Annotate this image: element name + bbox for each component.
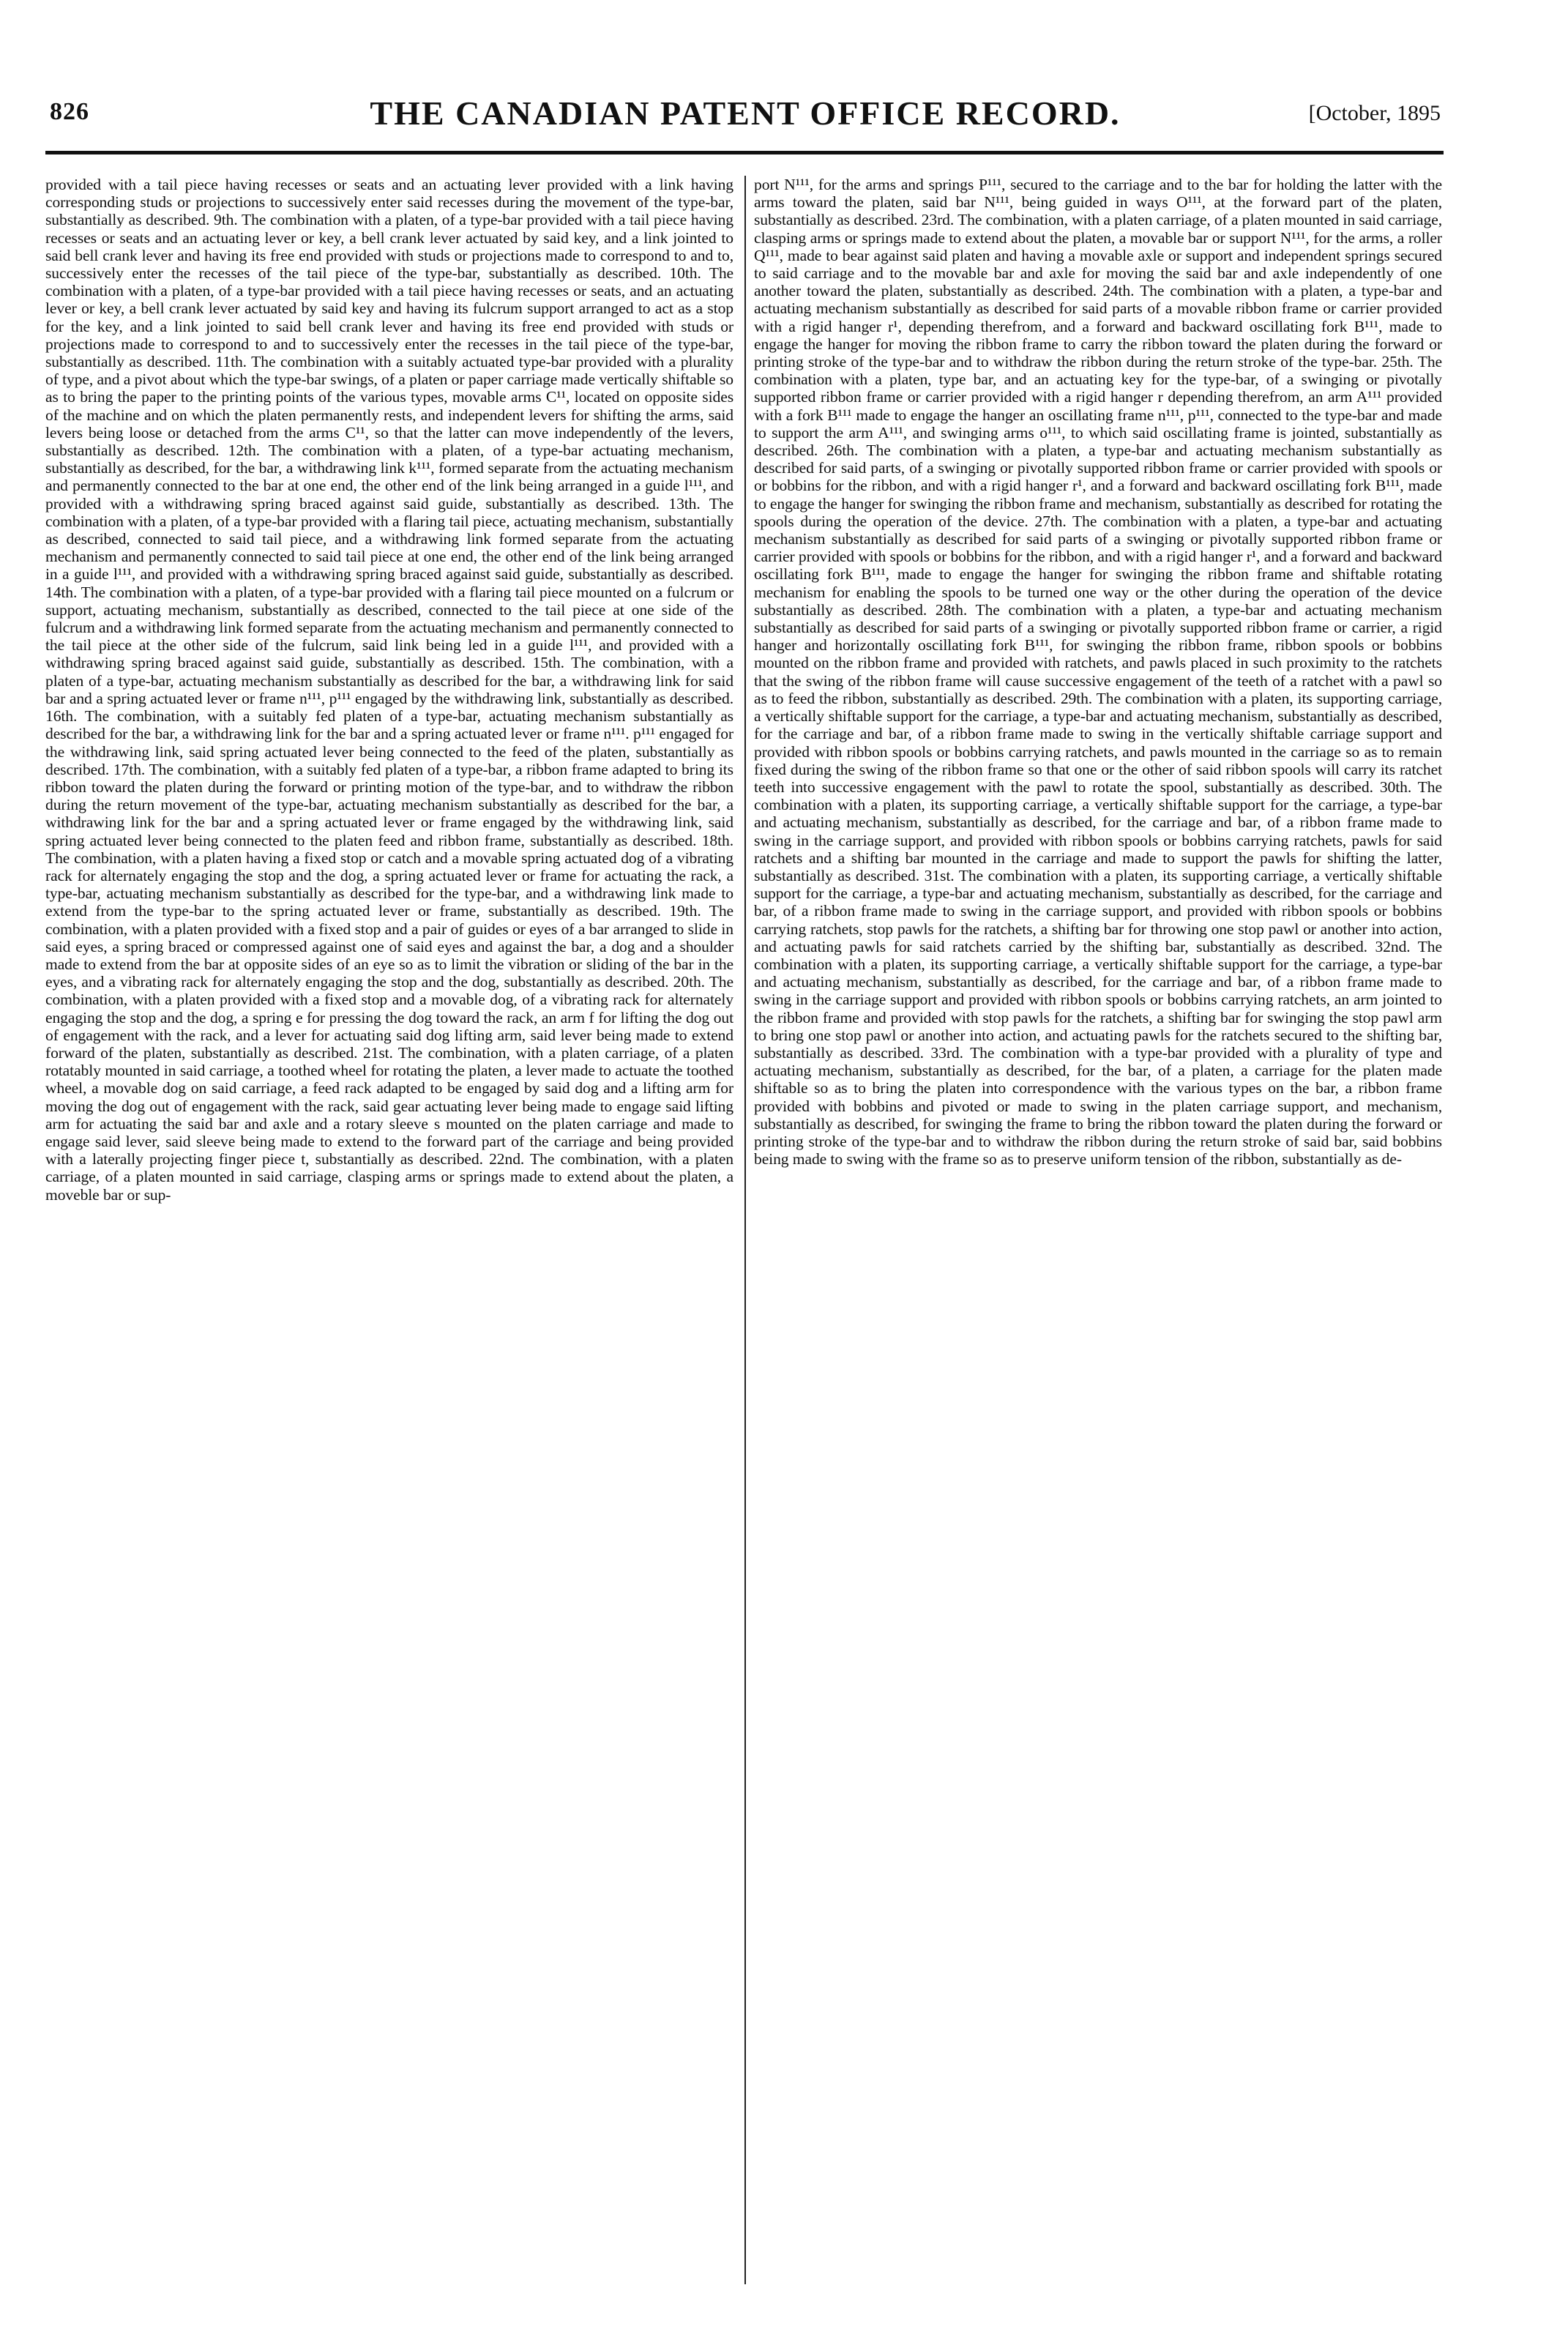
column-divider	[744, 176, 746, 2284]
column-text: provided with a tail piece having recesses or seats and an actuating lever provided with a link having corresponding studs or projections to successively enter said recesses during the movement of the type-bar, substantially as described. 9th. The combination with a platen, of a type-bar provided with a tail piece having recesses or seats and an actuating lever or key, a bell crank lever actuated by said key, and a link jointed to said bell crank lever and having its free end provided with studs or projections made to correspond to and to, successively enter the recesses of the tail piece of the type-bar, substantially as described. 10th. The combination with a platen, of a type-bar provided with a tail piece having recesses or seats, and an actuating lever or key, a bell crank lever actuated by said key and having its fulcrum support arranged to act as a stop for the key, and a link jointed to said bell crank lever and having its free end provided with studs or projections made to correspond to and to successively enter the recesses in the tail piece of the type-bar, substantially as described. 11th. The combination with a suitably actuated type-bar provided with a plurality of type, and a pivot about which the type-bar swings, of a platen or paper carriage made vertically shiftable so as to bring the paper to the printing points of the various types, movable arms C¹¹, located on opposite sides of the machine and on which the platen permanently rests, and independent levers for shifting the arms, said levers being loose or detached from the arms C¹¹, so that the latter can move independently of the levers, substantially as described. 12th. The combination with a platen, of a type-bar actuating mechanism, substantially as described, for the bar, a withdrawing link k¹¹¹, formed separate from the actuating mechanism and permanently connected to the bar at one end, the other end of the link being arranged in a guide l¹¹¹, and provided with a withdrawing spring braced against said guide, substantially as described. 13th. The combination with a platen, of a type-bar provided with a flaring tail piece, actuating mechanism, substantially as described, connected to said tail piece, and a withdrawing link formed separate from the actuating mechanism and permanently connected to said tail piece at one end, the other end of the link being arranged in a guide l¹¹¹, and provided with a withdrawing spring braced against said guide, substantially as described. 14th. The combination with a platen, of a type-bar provided with a flaring tail piece mounted on a fulcrum or support, actuating mechanism, substantially as described, connected to the tail piece at one side of the fulcrum and a withdrawing link formed separate from the actuating mechanism and permanently connected to the tail piece at the other side of the fulcrum, said link being led in a guide l¹¹¹, and provided with a withdrawing spring braced against said guide, substantially as described. 15th. The combination, with a platen of a type-bar, actuating mechanism substantially as described for the bar, a withdrawing link for said bar and a spring actuated lever or frame n¹¹¹, p¹¹¹ engaged by the withdrawing link, substantially as described. 16th. The combination, with a suitably fed platen of a type-bar, actuating mechanism substantially as described for the bar, a withdrawing link for the bar and a spring actuated lever or frame n¹¹¹. p¹¹¹ engaged for the withdrawing link, said spring actuated lever being connected to the feed of the platen, substantially as described. 17th. The combination, with a suitably fed platen of a type-bar, a ribbon frame adapted to bring its ribbon toward the platen during the forward or printing motion of the type-bar, and to withdraw the ribbon during the return movement of the type-bar, actuating mechanism substantially as described for the bar, a withdrawing link for the bar and a spring actuated lever or frame engaged by the withdrawing link, said spring actuated lever being connected to the platen feed and ribbon frame, substantially as described. 18th. The combination, with a platen having a fixed stop or catch and a movable spring actuated dog of a vibrating rack for alternately engaging the stop and the dog, a spring actuated lever or frame for actuating the rack, a type-bar, actuating mechanism substantially as described for the type-bar, and a withdrawing link made to extend from the type-bar to the spring actuated lever or frame, substantially as described. 19th. The combination, with a platen provided with a fixed stop and a pair of guides or eyes of a bar arranged to slide in said eyes, a spring braced or compressed against one of said eyes and against the bar, a dog and a shoulder made to extend from the bar at opposite sides of an eye so as to limit the vibration or sliding of the bar in the eyes, and a vibrating rack for alternately engaging the stop and the dog, substantially as described. 20th. The combination, with a platen provided with a fixed stop and a movable dog, of a vibrating rack for alternately engaging the stop and the dog, a spring e for pressing the dog toward the rack, an arm f for lifting the dog out of engagement with the rack, and a lever for actuating said dog lifting arm, said lever being made to extend forward of the platen, substantially as described. 21st. The combination, with a platen carriage, of a platen rotatably mounted in said carriage, a toothed wheel for rotating the platen, a lever made to actuate the toothed wheel, a movable dog on said carriage, a feed rack adapted to be engaged by said dog and a lifting arm for moving the dog out of engagement with the rack, said gear actuating lever being made to engage said lifting arm for actuating the said bar and axle and a rotary sleeve s mounted on the platen carriage and made to engage said lever, said sleeve being made to extend to the forward part of the carriage and being provided with a laterally projecting finger piece t, substantially as described. 22nd. The combination, with a platen carriage, of a platen mounted in said carriage, clasping arms or springs made to extend about the platen, a moveble bar or sup-	[45, 176, 733, 1204]
page-number: 826	[50, 98, 89, 125]
column-text: port N¹¹¹, for the arms and springs P¹¹¹, secured to the carriage and to the bar for holding the latter with the arms toward the platen, said bar N¹¹¹, being guided in ways O¹¹¹, at the forward part of the platen, substantially as described. 23rd. The combination, with a platen carriage, of a platen mounted in said carriage, clasping arms or springs made to extend about the platen, a movable bar or support N¹¹¹, for the arms, a roller Q¹¹¹, made to bear against said platen and having a movable axle or support and independent springs secured to said carriage and to the movable bar and axle for moving the said bar and axle independently of one another toward the platen, substantially as described. 24th. The combination with a platen, a type-bar and actuating mechanism substantially as described for said parts of a movable ribbon frame or carrier provided with a rigid hanger r¹, depending therefrom, and a forward and backward oscillating fork B¹¹¹, made to engage the hanger for moving the ribbon frame to carry the ribbon toward the platen during the forward or printing stroke of the type-bar and to withdraw the ribbon during the return stroke of the type-bar. 25th. The combination with a platen, type bar, and an actuating key for the type-bar, of a swinging or pivotally supported ribbon frame or carrier provided with a rigid hanger r depending therefrom, an arm A¹¹¹ provided with a fork B¹¹¹ made to engage the hanger an oscillating frame n¹¹¹, p¹¹¹, connected to the type-bar and made to support the arm A¹¹¹, and swinging arms o¹¹¹, to which said oscillating frame is jointed, substantially as described. 26th. The combination with a platen, a type-bar and actuating mechanism substantially as described for said parts, of a swinging or pivotally supported ribbon frame or carrier provided with spools or or bobbins for the ribbon, and with a rigid hanger r¹, and a forward and backward oscillating fork B¹¹¹, made to engage the hanger for swinging the ribbon frame and mechanism, substantially as described for rotating the spools during the operation of the device. 27th. The combination with a platen, a type-bar and actuating mechanism substantially as described for said parts of a swinging or pivotally supported ribbon frame or carrier provided with spools or bobbins for the ribbon, and with a rigid hanger r¹, and a forward and backward oscillating fork B¹¹¹, made to engage the hanger for swinging the ribbon frame and shiftable rotating mechanism for enabling the spools to be turned one way or the other during the operation of the device substantially as described. 28th. The combination with a platen, a type-bar and actuating mechanism substantially as described for said parts of a swinging or pivotally supported ribbon frame or carrier, a rigid hanger and horizontally oscillating fork B¹¹¹, for swinging the ribbon frame, ribbon spools or bobbins mounted on the ribbon frame and provided with ratchets, and pawls placed in such proximity to the ratchets that the swing of the ribbon frame will cause successive engagement of the teeth of a ratchet with a pawl so as to feed the ribbon, substantially as described. 29th. The combination with a platen, its supporting carriage, a vertically shiftable support for the carriage, a type-bar and actuating mechanism, substantially as described, for the carriage and bar, of a ribbon frame made to swing in the vertically shiftable carriage support and provided with ribbon spools or bobbins carrying ratchets, and pawls mounted in the carriage so as to remain fixed during the swing of the ribbon frame so that one or the other of said ribbon spools will carry its ratchet teeth into successive engagement with the pawl to rotate the spool, substantially as described. 30th. The combination with a platen, its supporting carriage, a vertically shiftable support for the carriage, a type-bar and actuating mechanism, substantially as described, for the carriage and bar, of a ribbon frame made to swing in the carriage support, and provided with ribbon spools or bobbins carrying ratchets, pawls for said ratchets and a shifting bar mounted in the carriage and made to support the pawls for shifting the latter, substantially as described. 31st. The combination with a platen, its supporting carriage, a vertically shiftable support for the carriage, a type-bar and actuating mechanism, substantially as described, for the carriage and bar, of a ribbon frame made to swing in the carriage support, and provided with ribbon spools or bobbins carrying ratchets, stop pawls for the ratchets, a shifting bar for throwing one stop pawl or another into action, and actuating pawls for said ratchets carried by the shifting bar, substantially as described. 32nd. The combination with a platen, its supporting carriage, a vertically shiftable support for the carriage, a type-bar and actuating mechanism, substantially as described, for the carriage and bar, of a ribbon frame made to swing in the carriage support and provided with ribbon spools or bobbins carrying ratchets, an arm jointed to the ribbon frame and provided with stop pawls for the ratchets, a shifting bar for swinging the stop pawl arm to bring one stop pawl or another into action, and actuating pawls for the ratchets secured to the shifting bar, substantially as described. 33rd. The combination with a type-bar provided with a plurality of type and actuating mechanism, substantially as described, for the bar, of a platen, a carriage for the platen made shiftable so as to bring the platen into correspondence with the various types on the bar, a ribbon frame provided with bobbins and pivoted or made to swing in the platen carriage support, and mechanism, substantially as described, for swinging the frame to bring the ribbon toward the platen during the forward or printing stroke of the type-bar and to withdraw the ribbon during the return stroke of said bar, said bobbins being made to swing with the frame so as to preserve uniform tension of the ribbon, substantially as de-	[754, 176, 1442, 1168]
issue-date: [October, 1895	[1308, 101, 1441, 125]
page-title: THE CANADIAN PATENT OFFICE RECORD.	[370, 94, 1121, 132]
text-column-left	[45, 176, 733, 2284]
page-header	[50, 94, 1441, 145]
text-column-right	[754, 176, 1442, 2284]
header-rule	[45, 151, 1444, 154]
